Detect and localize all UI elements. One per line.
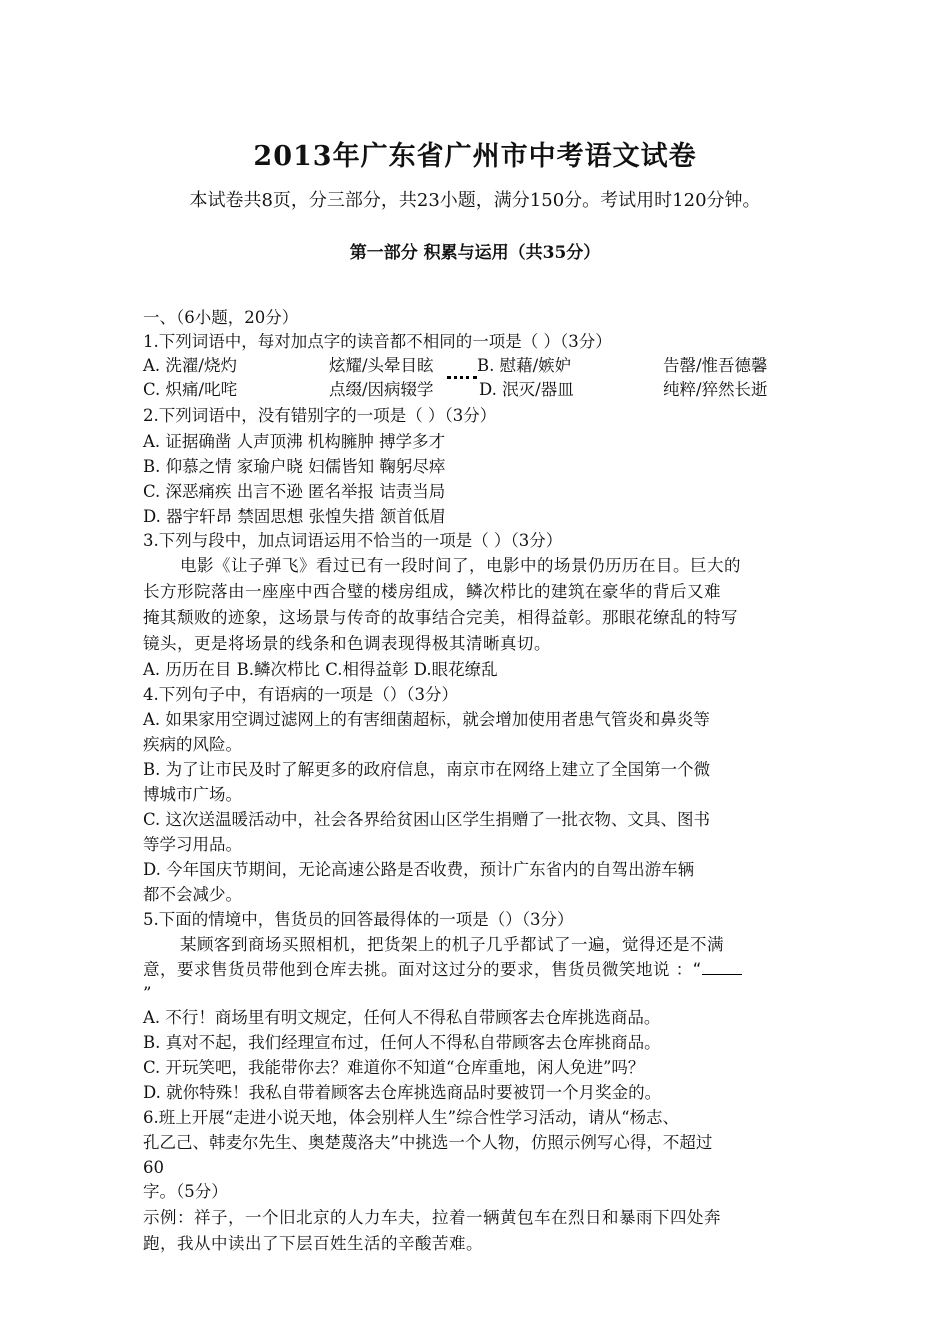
q2-option-a: A. 证据确凿 人声顶沸 机构臃肿 搏学多才 [143,432,446,451]
q6-stem-cont: 60 [143,1158,164,1177]
q1-option-b-part2: 告罄/惟吾德馨 [663,356,768,375]
q5-passage-close: ” [143,984,152,1003]
q1-stem: 1.下列词语中，每对加点字的读音都不相同的一项是（ ）（3分） [143,332,612,351]
q1-option-a-part1: A. 洗濯/烧灼 [143,356,237,375]
exam-subtitle: 本试卷共8页，分三部分，共23小题，满分150分。考试用时120分钟。 [189,190,761,211]
q3-passage-line: 掩其颓败的迹象，这场景与传奇的故事结合完美，相得益彰。那眼花缭乱的特写 [143,608,738,627]
q6-stem-cont: 孔乙己、韩麦尔先生、奥楚蔑洛夫”中挑选一个人物，仿照示例写心得，不超过 [143,1133,713,1152]
q5-option-c: C. 开玩笑吧，我能带你去？难道你不知道“仓库重地，闲人免进”吗？ [143,1058,645,1077]
q6-example-cont: 跑，我从中读出了下层百姓生活的辛酸苦难。 [143,1234,483,1253]
q4-option-c-cont: 等学习用品。 [143,835,242,854]
q5-option-a: A. 不行！商场里有明文规定，任何人不得私自带顾客去仓库挑选商品。 [143,1008,661,1027]
emphasis-dots [447,372,477,379]
q5-passage-text: 意，要求售货员带他到仓库去挑。面对这过分的要求，售货员微笑地说 ：“ [143,960,702,979]
exam-title: 2013年广东省广州市中考语文试卷 [253,141,697,172]
part-title: 第一部分 积累与运用（共35分） [349,243,601,263]
section-heading: 一、（6小题，20分） [143,308,299,327]
q4-option-a-cont: 疾病的风险。 [143,735,242,754]
q5-passage-line [143,958,823,982]
q6-example: 示例：祥子，一个旧北京的人力车夫，拉着一辆黄包车在烈日和暴雨下四处奔 [143,1208,721,1227]
q3-passage-line: 镜头，更是将场景的线条和色调表现得极其清晰真切。 [143,634,551,653]
q4-option-b: B. 为了让市民及时了解更多的政府信息，南京市在网络上建立了全国第一个微 [143,760,711,779]
q4-option-a: A. 如果家用空调过滤网上的有害细菌超标，就会增加使用者患气管炎和鼻炎等 [143,710,710,729]
q6-stem-cont: 字。（5分） [143,1182,228,1201]
q3-stem: 3.下列与段中，加点词语运用不恰当的一项是（ ）（3分） [143,531,563,550]
q1-option-c-part1: C. 炽痛/叱咤 [143,380,238,399]
q4-option-d: D. 今年国庆节期间，无论高速公路是否收费，预计广东省内的自驾出游车辆 [143,860,695,879]
q2-option-c: C. 深恶痛疾 出言不逊 匿名举报 诘责当局 [143,482,446,501]
q1-option-b-part1: B. 慰藉/嫉妒 [477,356,572,375]
q2-stem: 2.下列词语中，没有错别字的一项是（ ）（3分） [143,406,497,425]
q5-stem: 5.下面的情境中，售货员的回答最得体的一项是（）（3分） [143,910,574,929]
q1-option-d-part2: 纯粹/猝然长逝 [663,380,768,399]
q5-passage-line: 某顾客到商场买照相机，把货架上的机子几乎都试了一遍，觉得还是不满 [180,935,724,954]
q4-option-b-cont: 博城市广场。 [143,785,242,804]
q4-stem: 4.下列句子中，有语病的一项是（）（3分） [143,685,458,704]
q2-option-d: D. 器宇轩昂 禁固思想 张惶失措 颔首低眉 [143,507,446,526]
q4-option-d-cont: 都不会减少。 [143,885,242,904]
q6-stem: 6.班上开展“走进小说天地，体会别样人生”综合性学习活动，请从“杨志、 [143,1108,680,1127]
q3-passage-line: 电影《让子弹飞》看过已有一段时间了，电影中的场景仍历历在目。巨大的 [180,556,741,575]
answer-blank [702,958,742,975]
q2-option-b: B. 仰慕之情 家瑜户晓 妇儒皆知 鞠躬尽瘁 [143,457,446,476]
q1-option-a-part2: 炫耀/头晕目眩 [329,356,434,375]
q5-option-d: D. 就你特殊！我私自带着顾客去仓库挑选商品时要被罚一个月奖金的。 [143,1083,662,1102]
q1-option-c-part2: 点缀/因病辍学 [329,380,434,399]
q5-option-b: B. 真对不起，我们经理宣布过，任何人不得私自带顾客去仓库挑商品。 [143,1033,661,1052]
q1-option-d-part1: D. 泯灭/器皿 [479,380,574,399]
q3-options: A. 历历在目 B.鳞次栉比 C.相得益彰 D.眼花缭乱 [143,660,498,679]
q3-passage-line: 长方形院落由一座座中西合璧的楼房组成，鳞次栉比的建筑在豪华的背后又难 [143,582,721,601]
q4-option-c: C. 这次送温暖活动中，社会各界给贫困山区学生捐赠了一批衣物、文具、图书 [143,810,711,829]
